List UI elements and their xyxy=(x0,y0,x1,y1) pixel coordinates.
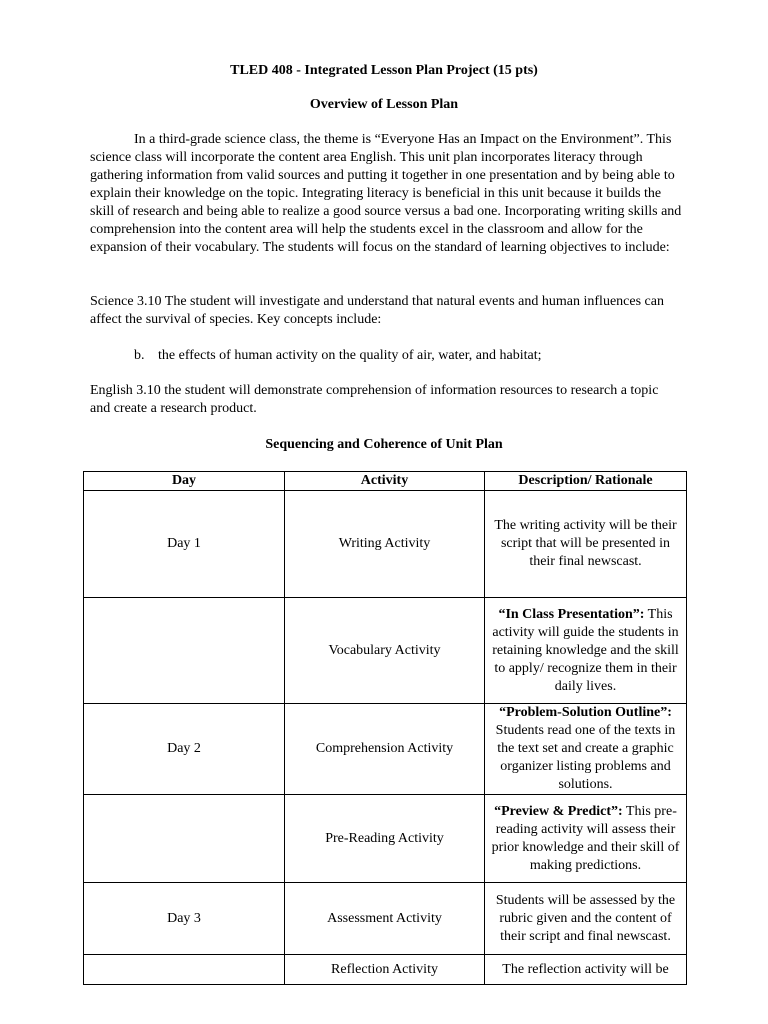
activity-cell: Vocabulary Activity xyxy=(285,598,485,704)
day-cell: Day 2 xyxy=(84,704,285,795)
english-standard: English 3.10 the student will demonstrate comprehension of information resources to research a topic and create a research product. xyxy=(90,383,659,416)
day-cell xyxy=(84,955,285,985)
description-cell xyxy=(485,883,687,955)
table-row xyxy=(84,598,687,704)
day-cell: Day 1 xyxy=(84,491,285,598)
table-row xyxy=(84,955,687,985)
description-cell xyxy=(485,598,687,704)
description-cell xyxy=(485,491,687,598)
description-text: This activity will guide the students in retaining knowledge and the skill to apply/ recognize them in their daily lives. xyxy=(492,606,679,694)
activity-cell: Pre-Reading Activity xyxy=(285,795,485,883)
document-title: TLED 408 - Integrated Lesson Plan Project (15 pts) xyxy=(230,63,538,78)
description-text: Students will be assessed by the rubric given and the content of their script and final newscast. xyxy=(495,892,676,944)
list-marker: b. xyxy=(134,348,145,363)
activity-cell: Writing Activity xyxy=(285,491,485,598)
header-description: Description/ Rationale xyxy=(485,472,687,491)
table-row xyxy=(84,883,687,955)
description-cell xyxy=(485,795,687,883)
header-day: Day xyxy=(84,472,285,491)
intro-paragraph: In a third-grade science class, the theme is “Everyone Has an Impact on the Environment”. This science class will incorporate the content area English. This unit plan incorporates literacy through gathering information from valid sources and putting it together in one presentation and by being able to explain their knowledge on the topic. Integrating literacy is beneficial in this unit because it builds the skill of research and being able to realize a good source versus a bad one. Incorporating writing skills and comprehension into the content area will help the students excel in the classroom and allow for the expansion of their vocabulary. The students will focus on the standard of learning objectives to include: xyxy=(90,132,682,255)
science-standard: Science 3.10 The student will investigate and understand that natural events and human influences can affect the survival of species. Key concepts include: xyxy=(90,294,664,327)
description-text: The writing activity will be their script that will be presented in their final newscast. xyxy=(494,518,677,569)
description-text: This pre-reading activity will assess their prior knowledge and their skill of making predictions. xyxy=(491,803,680,873)
list-item-text: the effects of human activity on the quality of air, water, and habitat; xyxy=(158,348,542,363)
science-list-item xyxy=(134,347,694,365)
sequencing-heading: Sequencing and Coherence of Unit Plan xyxy=(265,437,503,452)
description-bold: “Preview & Predict”: xyxy=(494,803,623,819)
table-row xyxy=(84,491,687,598)
header-activity: Activity xyxy=(285,472,485,491)
description-bold: “Problem-Solution Outline”: xyxy=(499,705,672,720)
description-cell xyxy=(485,955,687,985)
unit-plan-table xyxy=(83,471,687,985)
table-header-row xyxy=(84,472,687,491)
activity-cell: Comprehension Activity xyxy=(285,704,485,795)
day-cell xyxy=(84,795,285,883)
table-row xyxy=(84,704,687,795)
description-text: The reflection activity will be xyxy=(502,961,669,977)
day-cell: Day 3 xyxy=(84,883,285,955)
activity-cell: Assessment Activity xyxy=(285,883,485,955)
day-cell xyxy=(84,598,285,704)
description-text: Students read one of the texts in the text set and create a graphic organizer listing problems and solutions. xyxy=(495,723,676,792)
activity-cell: Reflection Activity xyxy=(285,955,485,985)
table-row xyxy=(84,795,687,883)
description-cell xyxy=(485,704,687,795)
overview-heading: Overview of Lesson Plan xyxy=(309,97,459,112)
description-bold: “In Class Presentation”: xyxy=(498,606,645,622)
